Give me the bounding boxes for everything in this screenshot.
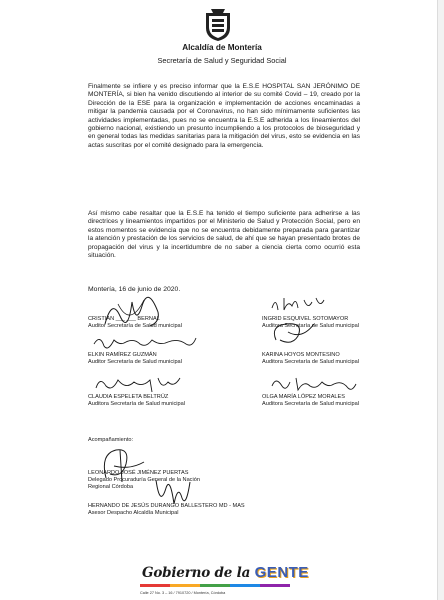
signatory-role: Auditor Secretaría de Salud municipal	[88, 358, 182, 365]
coat-of-arms-logo	[203, 8, 233, 42]
department-name: Secretaría de Salud y Seguridad Social	[157, 56, 287, 65]
signatory-name: INGRID ESQUIVEL SOTOMAYOR	[262, 316, 349, 322]
signature-scribble-6	[268, 374, 358, 396]
accompaniment-role-2: Regional Córdoba	[88, 483, 134, 490]
footer-stripe-yellow	[170, 584, 200, 587]
signatory-name: CRISTIAN ___ ___ BERNAL	[88, 316, 160, 322]
document-date: Montería, 16 de junio de 2020.	[88, 286, 181, 293]
signatory-name: KARINA HOYOS MONTESINO	[262, 352, 340, 358]
signature-scribble-3	[90, 332, 200, 354]
accompaniment-label: Acompañamiento:	[88, 437, 134, 443]
footer-stripe-green	[200, 584, 230, 587]
accompaniment-name: HERNANDO DE JESÚS DURANGO BALLESTERO MD - MAS	[88, 503, 245, 509]
signatory-block-1	[88, 316, 182, 330]
signatory-block-4	[262, 352, 359, 366]
organization-name: Alcaldía de Montería	[182, 43, 262, 52]
signatory-block-6	[262, 394, 359, 408]
signatory-role: Auditora Secretaría de Salud municipal	[262, 358, 360, 365]
accompaniment-block-1	[88, 470, 200, 490]
signatory-role: Auditora Secretaría de Salud municipal	[262, 322, 360, 329]
signatory-role: Auditora Secretaría de Salud municipal	[88, 400, 186, 407]
accompaniment-role: Asesor Despacho Alcaldía Municipal	[88, 509, 179, 516]
signatory-block-2	[262, 316, 359, 330]
signatory-block-5	[88, 394, 185, 408]
signatory-name: CLAUDIA ESPELETA BELTRÚZ	[88, 394, 169, 400]
signatory-name: ELKIN RAMÍREZ GUZMÁN	[88, 352, 157, 358]
signatory-name: OLGA MARÍA LÓPEZ MORALES	[262, 394, 345, 400]
accompaniment-block-2	[88, 503, 245, 517]
signatory-role: Auditor Secretaría de Salud municipal	[88, 322, 182, 329]
signatory-block-3	[88, 352, 182, 366]
signatory-role: Auditora Secretaría de Salud municipal	[262, 400, 360, 407]
accompaniment-role: Delegado Procuraduría General de la Nación	[88, 476, 200, 483]
footer-stripe-purple	[260, 584, 290, 587]
footer-stripe-red	[140, 584, 170, 587]
paragraph-1: Finalmente se infiere y es preciso informar que la E.S.E HOSPITAL SAN JERÓNIMO DE MONTERÍA, si bien ha venido discutiendo al interior de su comité Covid – 19, creado por la Dirección de la ESE para la organización e implementación de acciones encaminadas a mitigar la pandemia causada por el Coronavirus, no han sido mínimamente suficientes las actividades implementadas, pues no se encuentra la E.S.E adherida a los lineamientos del gobierno nacional, existiendo un presunto incumpliendo a los protocolos de bioseguridad y en general todas las medidas sanitarias para la mitigación del virus, esto se evidencia en las actas suscritas por el comité designado para la emergencia.	[88, 83, 360, 149]
paragraph-2: Así mismo cabe resaltar que la E.S.E ha tenido el tiempo suficiente para adherirse a las directrices y lineamientos impartidos por el Ministerio de Salud y Protección Social, pero en estos momentos se evidencia que no se encuentra debidamente preparada para garantizar la atención y prestación de los servicios de salud, de ahí que se hayan presentado brotes de propagación del virus y la incertidumbre de no saber a ciencia cierta como ocurrió esta situación.	[88, 210, 360, 260]
accompaniment-name: LEONARDO JOSÉ JIMÉNEZ PUERTAS	[88, 470, 189, 476]
page-edge-scrollbar	[437, 0, 444, 600]
signature-scribble-5	[92, 374, 182, 394]
signature-scribble-2	[268, 292, 328, 314]
brand-highlight: GENTE	[254, 564, 309, 581]
footer-brand-logo	[142, 564, 309, 581]
brand-prefix: Gobierno de la	[142, 565, 255, 581]
footer-address: Calle 27 No. 3 – 16 / 7910720 / Montería, Córdoba	[140, 591, 226, 595]
footer-stripe-blue	[230, 584, 260, 587]
